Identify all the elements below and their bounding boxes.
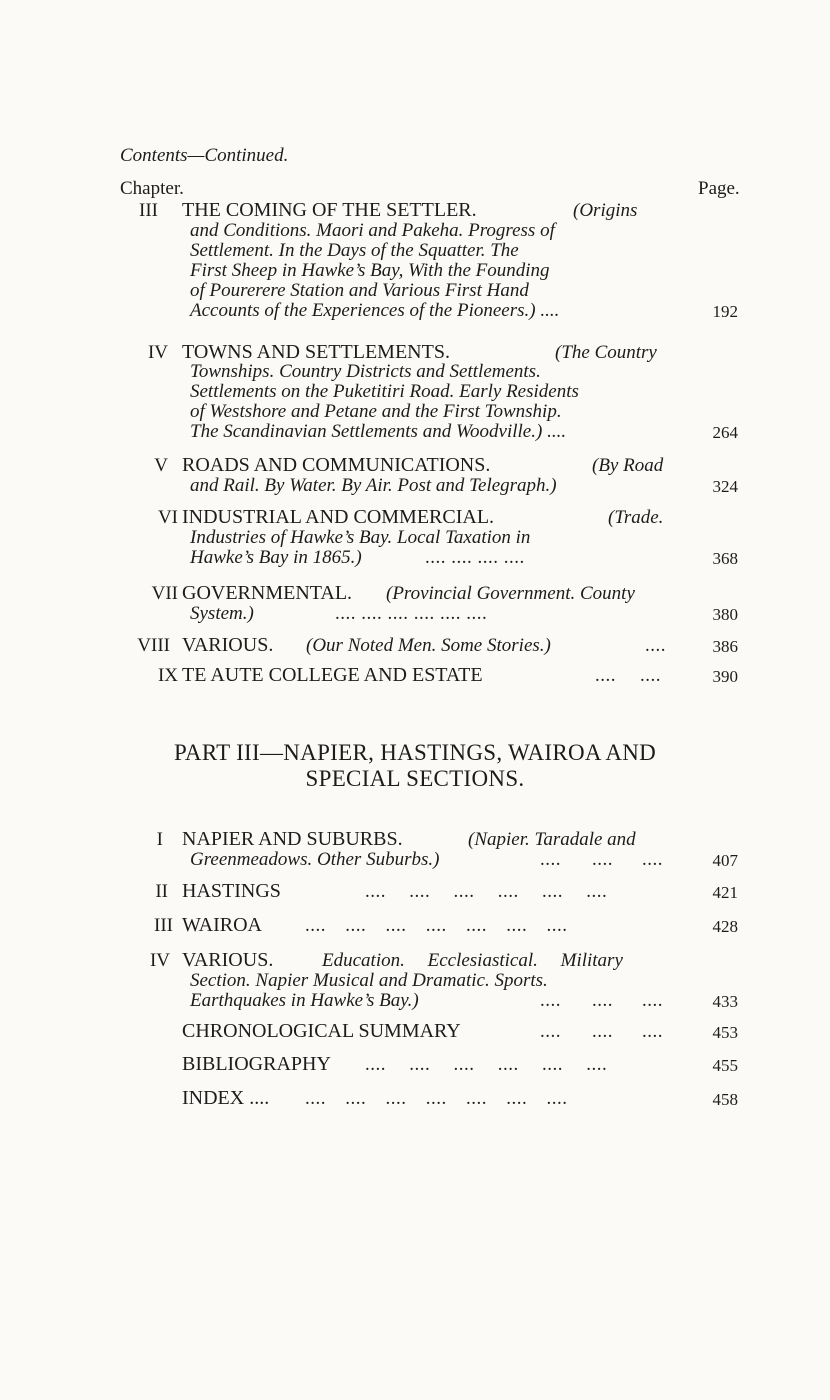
dot-leader: .... bbox=[595, 665, 616, 686]
chapter-numeral: II bbox=[155, 881, 168, 902]
chapter-column-label: Chapter. bbox=[120, 178, 184, 199]
dot-leader: .... bbox=[645, 635, 666, 656]
chapter-subtitle-line: (By Road bbox=[592, 455, 664, 476]
chapter-title: INDEX .... bbox=[182, 1087, 270, 1109]
chapter-numeral: VI bbox=[157, 507, 178, 528]
chapter-title: NAPIER AND SUBURBS. bbox=[182, 828, 403, 850]
chapter-title: GOVERNMENTAL. bbox=[182, 582, 353, 604]
dot-leader: .... bbox=[540, 1021, 561, 1042]
part-heading-line: SPECIAL SECTIONS. bbox=[305, 766, 525, 791]
dot-leader: .... .... .... .... .... .... bbox=[365, 1054, 608, 1075]
page-number: 421 bbox=[712, 883, 738, 902]
chapter-numeral: IX bbox=[157, 665, 178, 686]
chapter-numeral: I bbox=[156, 829, 163, 850]
chapter-subtitle-line: Townships. Country Districts and Settlements. bbox=[190, 361, 541, 382]
dot-leader: .... bbox=[642, 849, 663, 870]
dot-leader: .... bbox=[592, 849, 613, 870]
chapter-title: WAIROA bbox=[182, 914, 262, 936]
chapter-numeral: IV bbox=[149, 950, 170, 971]
page-number: 453 bbox=[712, 1023, 738, 1042]
chapter-subtitle-line: Education. Ecclesiastical. Military bbox=[322, 950, 623, 971]
dot-leader: .... .... .... .... .... .... .... bbox=[305, 915, 568, 936]
chapter-numeral: V bbox=[154, 455, 168, 476]
page-number: 428 bbox=[712, 917, 738, 936]
chapter-subtitle-line: of Pourerere Station and Various First Hand bbox=[190, 280, 529, 301]
chapter-subtitle-line: The Scandinavian Settlements and Woodville.) .... bbox=[190, 421, 567, 442]
chapter-title: HASTINGS bbox=[182, 880, 281, 902]
chapter-subtitle-line: Settlements on the Puketitiri Road. Early Residents bbox=[190, 381, 579, 402]
chapter-numeral: IV bbox=[147, 342, 168, 363]
dot-leader: .... .... .... .... .... .... .... bbox=[305, 1088, 568, 1109]
chapter-subtitle-line: (Origins bbox=[573, 200, 638, 221]
chapter-subtitle-line: (The Country bbox=[555, 342, 657, 363]
chapter-subtitle-line: Hawke’s Bay in 1865.) bbox=[190, 547, 362, 568]
dot-leader: .... bbox=[642, 1021, 663, 1042]
chapter-subtitle-line: (Provincial Government. County bbox=[386, 583, 635, 604]
chapter-numeral: VII bbox=[151, 583, 178, 604]
dot-leader: .... bbox=[642, 990, 663, 1011]
dot-leader: .... .... .... .... .... .... bbox=[335, 603, 488, 624]
page-number: 380 bbox=[712, 605, 738, 624]
page-number: 390 bbox=[712, 667, 738, 686]
chapter-subtitle-line: Greenmeadows. Other Suburbs.) bbox=[190, 849, 440, 870]
chapter-numeral: VIII bbox=[137, 635, 170, 656]
page-number: 368 bbox=[712, 549, 738, 568]
chapter-subtitle-line: and Conditions. Maori and Pakeha. Progress of bbox=[190, 220, 555, 241]
chapter-subtitle-line: Industries of Hawke’s Bay. Local Taxation in bbox=[190, 527, 531, 548]
page-number: 386 bbox=[712, 637, 738, 656]
chapter-subtitle-line: and Rail. By Water. By Air. Post and Telegraph.) bbox=[190, 475, 557, 496]
chapter-title: THE COMING OF THE SETTLER. bbox=[182, 199, 477, 221]
page-number: 192 bbox=[712, 302, 738, 321]
dot-leader: .... bbox=[592, 1021, 613, 1042]
dot-leader: .... .... .... .... .... .... bbox=[365, 881, 608, 902]
dot-leader: .... bbox=[640, 665, 661, 686]
chapter-title: VARIOUS. bbox=[182, 634, 274, 656]
page-number: 264 bbox=[712, 423, 738, 442]
chapter-subtitle-line: Section. Napier Musical and Dramatic. Sports. bbox=[190, 970, 548, 991]
chapter-subtitle-line: of Westshore and Petane and the First Township. bbox=[190, 401, 562, 422]
chapter-numeral: III bbox=[139, 200, 158, 221]
chapter-title: TOWNS AND SETTLEMENTS. bbox=[182, 341, 450, 363]
chapter-numeral: III bbox=[154, 915, 173, 936]
chapter-title: CHRONOLOGICAL SUMMARY bbox=[182, 1020, 461, 1042]
part-heading-line: PART III—NAPIER, HASTINGS, WAIROA AND bbox=[173, 740, 657, 765]
chapter-title: INDUSTRIAL AND COMMERCIAL. bbox=[182, 506, 495, 528]
chapter-subtitle-line: System.) bbox=[190, 603, 254, 624]
dot-leader: .... .... .... .... bbox=[425, 547, 525, 568]
chapter-subtitle-line: Earthquakes in Hawke’s Bay.) bbox=[190, 990, 419, 1011]
chapter-title: VARIOUS. bbox=[182, 949, 274, 971]
chapter-title: BIBLIOGRAPHY bbox=[182, 1053, 331, 1075]
page-number: 407 bbox=[712, 851, 738, 870]
chapter-subtitle-line: (Our Noted Men. Some Stories.) bbox=[306, 635, 551, 656]
dot-leader: .... bbox=[540, 990, 561, 1011]
chapter-subtitle-line: Settlement. In the Days of the Squatter. The bbox=[190, 240, 519, 261]
chapter-subtitle-line: (Napier. Taradale and bbox=[468, 829, 636, 850]
dot-leader: .... bbox=[592, 990, 613, 1011]
page-number: 324 bbox=[712, 477, 738, 496]
page-column-label: Page. bbox=[698, 178, 740, 199]
chapter-title: ROADS AND COMMUNICATIONS. bbox=[182, 454, 491, 476]
page-number: 433 bbox=[712, 992, 738, 1011]
page-number: 455 bbox=[712, 1056, 738, 1075]
chapter-subtitle-line: (Trade. bbox=[608, 507, 664, 528]
chapter-title: TE AUTE COLLEGE AND ESTATE bbox=[182, 664, 483, 686]
page-number: 458 bbox=[712, 1090, 738, 1109]
dot-leader: .... bbox=[540, 849, 561, 870]
chapter-subtitle-line: First Sheep in Hawke’s Bay, With the Founding bbox=[190, 260, 550, 281]
chapter-subtitle-line: Accounts of the Experiences of the Pioneers.) .... bbox=[190, 300, 560, 321]
contents-continued-heading: Contents—Continued. bbox=[120, 145, 289, 166]
